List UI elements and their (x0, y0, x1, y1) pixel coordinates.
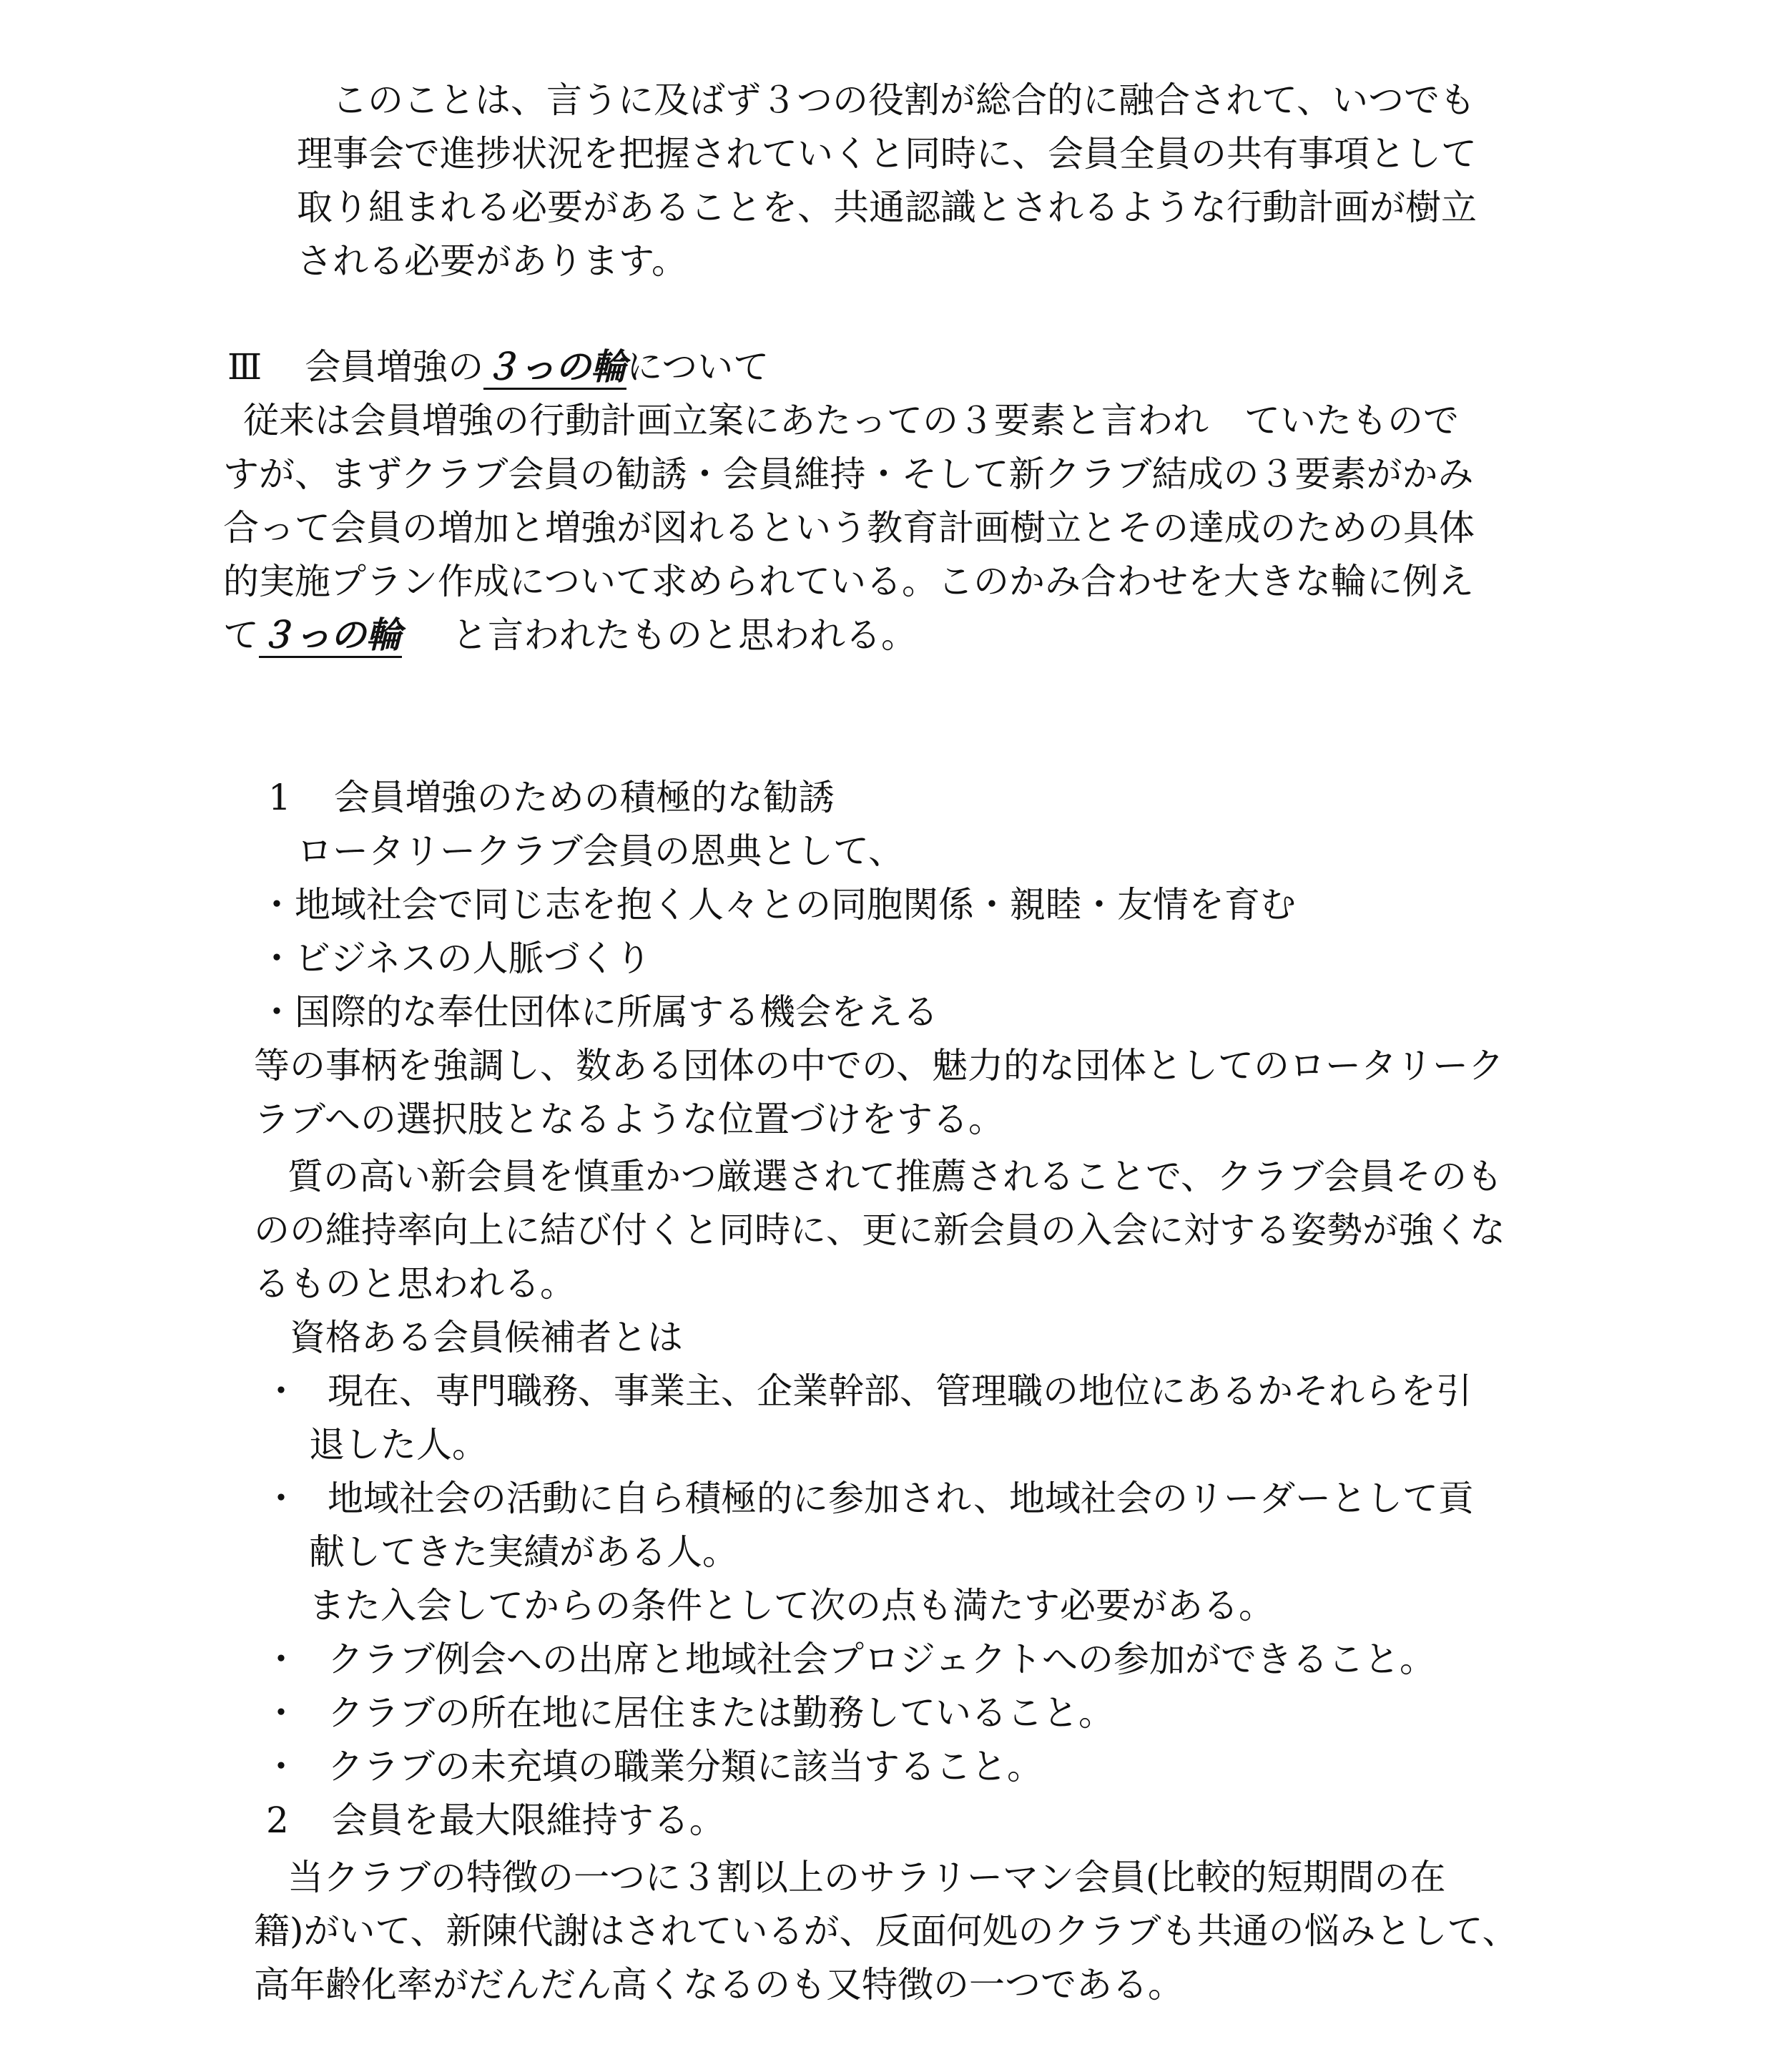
candidate-item-2 (263, 1478, 1474, 1519)
section-heading (227, 345, 770, 388)
section-heading-emphasis: ３っの輪 (483, 345, 626, 390)
item2-heading (266, 1800, 725, 1841)
item2-line-1: 当クラブの特徴の一つに３割以上のサラリーマン会員(比較的短期間の在 (287, 1857, 1446, 1898)
benefit-item-2: ・ビジネスの人脈づくり (259, 938, 652, 979)
section-p5-post: と言われたものと思われる。 (452, 614, 917, 656)
stress-line-2: ラブへの選択肢となるような位置づけをする。 (254, 1099, 1004, 1140)
section-numeral: Ⅲ (227, 346, 262, 388)
section-paragraph-line-3: 合って会員の増加と増強が図れるという教育計画樹立とその達成のための具体 (223, 507, 1475, 549)
stress-line-1: 等の事柄を強調し、数ある団体の中での、魅力的な団体としてのロータリーク (254, 1045, 1504, 1086)
item2-title: 会員を最大限維持する。 (331, 1800, 725, 1841)
section-paragraph-line-5 (223, 614, 917, 656)
benefit-item-3: ・国際的な奉仕団体に所属する機会をえる (259, 991, 938, 1033)
condition-item-1 (263, 1639, 1435, 1680)
bullet: ・ (263, 1692, 299, 1734)
candidate-item-1-text: 現在、専門職務、事業主、企業幹部、管理職の地位にあるかそれらを引 (328, 1370, 1472, 1412)
section-paragraph-line-4: 的実施プラン作成について求められている。このかみ合わせを大きな輪に例え (223, 561, 1474, 602)
condition-item-1-text: クラブ例会への出席と地域社会プロジェクトへの参加ができること。 (328, 1639, 1435, 1680)
candidate-item-1 (263, 1370, 1472, 1412)
item1-lead: ロータリークラブ会員の恩典として、 (297, 830, 904, 872)
condition-item-2 (263, 1692, 1114, 1734)
intro-line-2: 理事会で進捗状況を把握されていくと同時に、会員全員の共有事項として (297, 133, 1477, 175)
candidate-item-2-cont: 献してきた実績がある人。 (309, 1531, 738, 1573)
condition-item-2-text: クラブの所在地に居住または勤務していること。 (328, 1692, 1114, 1734)
quality-line-2: のの維持率向上に結び付くと同時に、更に新会員の入会に対する姿勢が強くな (254, 1209, 1505, 1251)
intro-line-1: このことは、言うに及ばず３つの役割が総合的に融合されて、いつでも (332, 79, 1475, 121)
item2-number: 2 (266, 1800, 289, 1841)
condition-item-3-text: クラブの未充填の職業分類に該当すること。 (328, 1746, 1043, 1787)
section-heading-pre: 会員増強の (305, 346, 484, 388)
item1-title: 会員増強のための積極的な勧誘 (333, 777, 835, 818)
item2-line-2: 籍)がいて、新陳代謝はされているが、反面何処のクラブも共通の悩みとして、 (254, 1910, 1518, 1952)
item1-number: 1 (268, 777, 291, 818)
section-paragraph-line-1: 従来は会員増強の行動計画立案にあたっての３要素と言われ ていたもので (243, 400, 1459, 441)
candidate-item-2-text: 地域社会の活動に自ら積極的に参加され、地域社会のリーダーとして貢 (328, 1478, 1474, 1519)
section-p5-pre: て (223, 614, 259, 656)
item2-line-3: 高年齢化率がだんだん高くなるのも又特徴の一つである。 (254, 1964, 1184, 2005)
quality-line-3: るものと思われる。 (254, 1263, 576, 1305)
candidate-item-1-cont: 退した人。 (309, 1424, 488, 1465)
item1-heading (268, 777, 835, 818)
bullet: ・ (263, 1746, 299, 1787)
quality-line-1: 質の高い新会員を慎重かつ厳選されて推薦されることで、クラブ会員そのも (287, 1156, 1503, 1197)
intro-line-3: 取り組まれる必要があることを、共通認識とされるような行動計画が樹立 (297, 187, 1477, 228)
bullet: ・ (263, 1478, 299, 1519)
intro-line-4: される必要があります。 (297, 240, 687, 282)
benefit-item-1: ・地域社会で同じ志を抱く人々との同胞関係・親睦・友情を育む (259, 884, 1296, 925)
section-p5-emphasis: ３っの輪 (259, 614, 402, 658)
conditions-lead: また入会してからの条件として次の点も満たす必要がある。 (309, 1585, 1274, 1626)
section-paragraph-line-2: すが、まずクラブ会員の勧誘・会員維持・そして新クラブ結成の３要素がかみ (223, 453, 1474, 495)
candidates-lead: 資格ある会員候補者とは (290, 1317, 683, 1358)
bullet: ・ (263, 1639, 299, 1680)
bullet: ・ (263, 1370, 299, 1412)
condition-item-3 (263, 1746, 1043, 1787)
section-heading-post: について (626, 346, 770, 388)
